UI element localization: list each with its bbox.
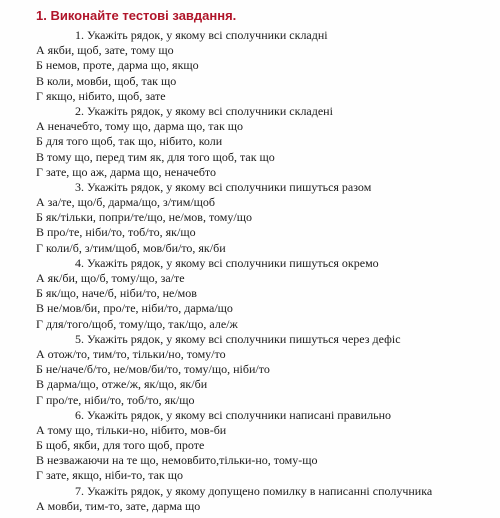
answer-option: Б немов, проте, дарма що, якщо (36, 58, 199, 73)
answer-option: А мовби, тим-то, зате, дарма що (36, 498, 201, 513)
answer-option: Г коли/б, з/тим/щоб, мов/би/то, як/би (36, 240, 226, 255)
answer-option: В не/мов/би, про/те, ніби/то, дарма/що (36, 301, 233, 316)
question-line: 2. Укажіть рядок, у якому всі сполучники складені (75, 103, 333, 118)
answer-option: Б як/тільки, попри/те/що, не/мов, тому/що (36, 210, 252, 225)
question-line: 5. Укажіть рядок, у якому всі сполучники пишуться через дефіс (75, 331, 401, 346)
answer-option: А якби, щоб, зате, тому що (36, 43, 174, 58)
answer-option: В про/те, ніби/то, тоб/то, як/що (36, 225, 196, 240)
answer-option: Б не/наче/б/то, не/мов/би/то, тому/що, ніби/то (36, 362, 270, 377)
question-line: 4. Укажіть рядок, у якому всі сполучники пишуться окремо (75, 255, 379, 270)
answer-option: Г зате, якщо, ніби-то, так що (36, 468, 184, 483)
question-line: 7. Укажіть рядок, у якому допущено помилку в написанні сполучника (75, 483, 433, 498)
answer-option: А неначебто, тому що, дарма що, так що (36, 119, 244, 134)
answer-option: В коли, мовби, щоб, так що (36, 73, 177, 88)
task-heading: 1. Виконайте тестові завдання. (36, 8, 237, 23)
answer-option: Г для/того/щоб, тому/що, так/що, але/ж (36, 316, 238, 331)
answer-option: В незважаючи на те що, немовбито,тільки-но, тому-що (36, 453, 318, 468)
answer-option: А отож/то, тим/то, тільки/но, тому/то (36, 346, 226, 361)
answer-option: В дарма/що, отже/ж, як/що, як/би (36, 377, 208, 392)
question-line: 1. Укажіть рядок, у якому всі сполучники складні (75, 28, 328, 42)
answer-option: В тому що, перед тим як, для того щоб, так що (36, 149, 275, 164)
task-list (36, 28, 496, 514)
question-line: 6. Укажіть рядок, у якому всі сполучники написані правильно (75, 407, 391, 422)
answer-option: А тому що, тільки-но, нібито, мов-би (36, 422, 227, 437)
answer-option: А як/би, що/б, тому/що, за/те (36, 271, 185, 285)
answer-option: Г якщо, нібито, щоб, зате (36, 88, 166, 103)
answer-option: Г про/те, ніби/то, тоб/то, як/що (36, 392, 195, 407)
question-line: 3. Укажіть рядок, у якому всі сполучники пишуться разом (75, 179, 372, 194)
answer-option: А за/те, що/б, дарма/що, з/тим/щоб (36, 195, 215, 210)
answer-option: Б як/що, наче/б, ніби/то, не/мов (36, 286, 197, 301)
answer-option: Б для того щоб, так що, нібито, коли (36, 134, 223, 149)
answer-option: Б щоб, якби, для того щоб, проте (36, 438, 205, 453)
answer-option: Г зате, що аж, дарма що, неначебто (36, 164, 217, 179)
